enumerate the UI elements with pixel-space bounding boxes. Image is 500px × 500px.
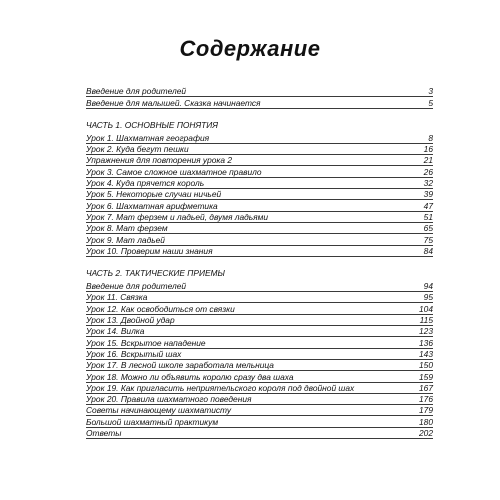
toc-entry [86,405,433,416]
toc-entry-page: 202 [419,428,433,439]
toc-entry-page: 3 [428,86,433,97]
toc-entry [86,383,433,394]
toc-entry-label: Урок 2. Куда бегут пешки [86,144,189,155]
toc-entry [86,246,433,257]
toc-entry-label: Урок 5. Некоторые случаи ничьей [86,189,222,200]
toc-entry-label: Урок 19. Как пригласить неприятельского короля под двойной шах [86,382,355,393]
toc-entry [86,178,433,189]
toc-entry-label: Урок 18. Можно ли объявить королю сразу два шаха [86,371,294,382]
toc-entry-page: 94 [423,281,433,292]
toc-entry-label: Урок 17. В лесной школе заработала мельница [86,360,274,371]
toc-entry [86,97,433,108]
toc-entry [86,371,433,382]
toc-entry-label: Урок 9. Мат ладьей [86,234,165,245]
toc-entry-label: Введение для родителей [86,281,187,292]
part2-heading: ЧАСТЬ 2. ТАКТИЧЕСКИЕ ПРИЕМЫ [86,267,225,278]
toc-entry-label: Урок 14. Вилка [86,326,145,337]
toc-entry-page: 143 [419,348,433,359]
toc-entry-label: Урок 16. Вскрытый шах [86,348,182,359]
toc-entry [86,315,433,326]
toc-entry-label: Урок 20. Правила шахматного поведения [86,394,252,405]
toc-entry-page: 32 [423,178,433,189]
toc-entry-label: Урок 8. Мат ферзем [86,223,168,234]
toc-entry [86,189,433,200]
page-title: Содержание [179,36,321,61]
toc-entry-page: 176 [419,394,433,405]
toc-entry-page: 179 [419,405,433,416]
toc-entry-label: Урок 12. Как освободиться от связки [86,303,235,314]
toc-entry [86,223,433,234]
table-of-contents [86,86,433,439]
toc-entry-label: Урок 15. Вскрытое нападение [86,337,206,348]
toc-entry-label: Урок 13. Двойной удар [86,315,175,326]
toc-entry-label: Введение для малышей. Сказка начинается [86,97,261,108]
toc-entry [86,416,433,427]
toc-entry [86,200,433,211]
toc-entry-page: 75 [423,234,433,245]
toc-entry [86,303,433,314]
toc-entry [86,349,433,360]
toc-entry-page: 26 [423,166,433,177]
toc-entry [86,166,433,177]
toc-entry-label: Ответы [86,428,122,439]
toc-entry-page: 47 [423,200,433,211]
toc-entry-page: 39 [423,189,433,200]
toc-entry-label: Урок 3. Самое сложное шахматное правило [86,166,262,177]
toc-entry-label: Большой шахматный практикум [86,416,219,427]
toc-entry [86,155,433,166]
toc-entry [86,281,433,292]
toc-entry-page: 104 [419,303,433,314]
toc-entry [86,234,433,245]
toc-entry [86,360,433,371]
toc-entry [86,292,433,303]
toc-entry-label: Советы начинающему шахматисту [86,405,232,416]
part2-entries [86,281,433,439]
toc-entry [86,86,433,97]
toc-entry [86,212,433,223]
toc-entry-page: 180 [419,416,433,427]
toc-entry-label: Введение для родителей [86,86,187,97]
toc-entry-page: 65 [423,223,433,234]
toc-entry-page: 115 [419,315,433,326]
toc-entry-page: 136 [419,337,433,348]
part1-entries [86,133,433,257]
intro-entries [86,86,433,109]
toc-entry [86,337,433,348]
toc-entry-page: 84 [423,245,433,256]
toc-entry-label: Урок 4. Куда прячется король [86,178,205,189]
toc-entry-page: 21 [423,155,433,166]
toc-entry-label: Урок 11. Связка [86,292,148,303]
toc-entry-page: 159 [419,371,433,382]
toc-entry-page: 123 [419,326,433,337]
toc-entry [86,144,433,155]
toc-entry-label: Урок 1. Шахматная география [86,132,210,143]
toc-entry-page: 150 [419,360,433,371]
toc-entry [86,133,433,144]
toc-entry-page: 8 [428,132,433,143]
toc-entry-label: Урок 10. Проверим наши знания [86,245,213,256]
toc-entry [86,428,433,439]
toc-entry-page: 16 [423,144,433,155]
part1-heading: ЧАСТЬ 1. ОСНОВНЫЕ ПОНЯТИЯ [86,119,218,130]
toc-entry [86,326,433,337]
toc-entry-page: 167 [419,382,433,393]
toc-entry-label: Упражнения для повторения урока 2 [86,155,232,166]
toc-entry-page: 51 [423,211,433,222]
toc-entry-page: 5 [428,97,433,108]
toc-entry-page: 95 [423,292,433,303]
toc-entry-label: Урок 6. Шахматная арифметика [86,200,218,211]
toc-entry [86,394,433,405]
toc-entry-label: Урок 7. Мат ферзем и ладьей, двумя ладьями [86,211,269,222]
